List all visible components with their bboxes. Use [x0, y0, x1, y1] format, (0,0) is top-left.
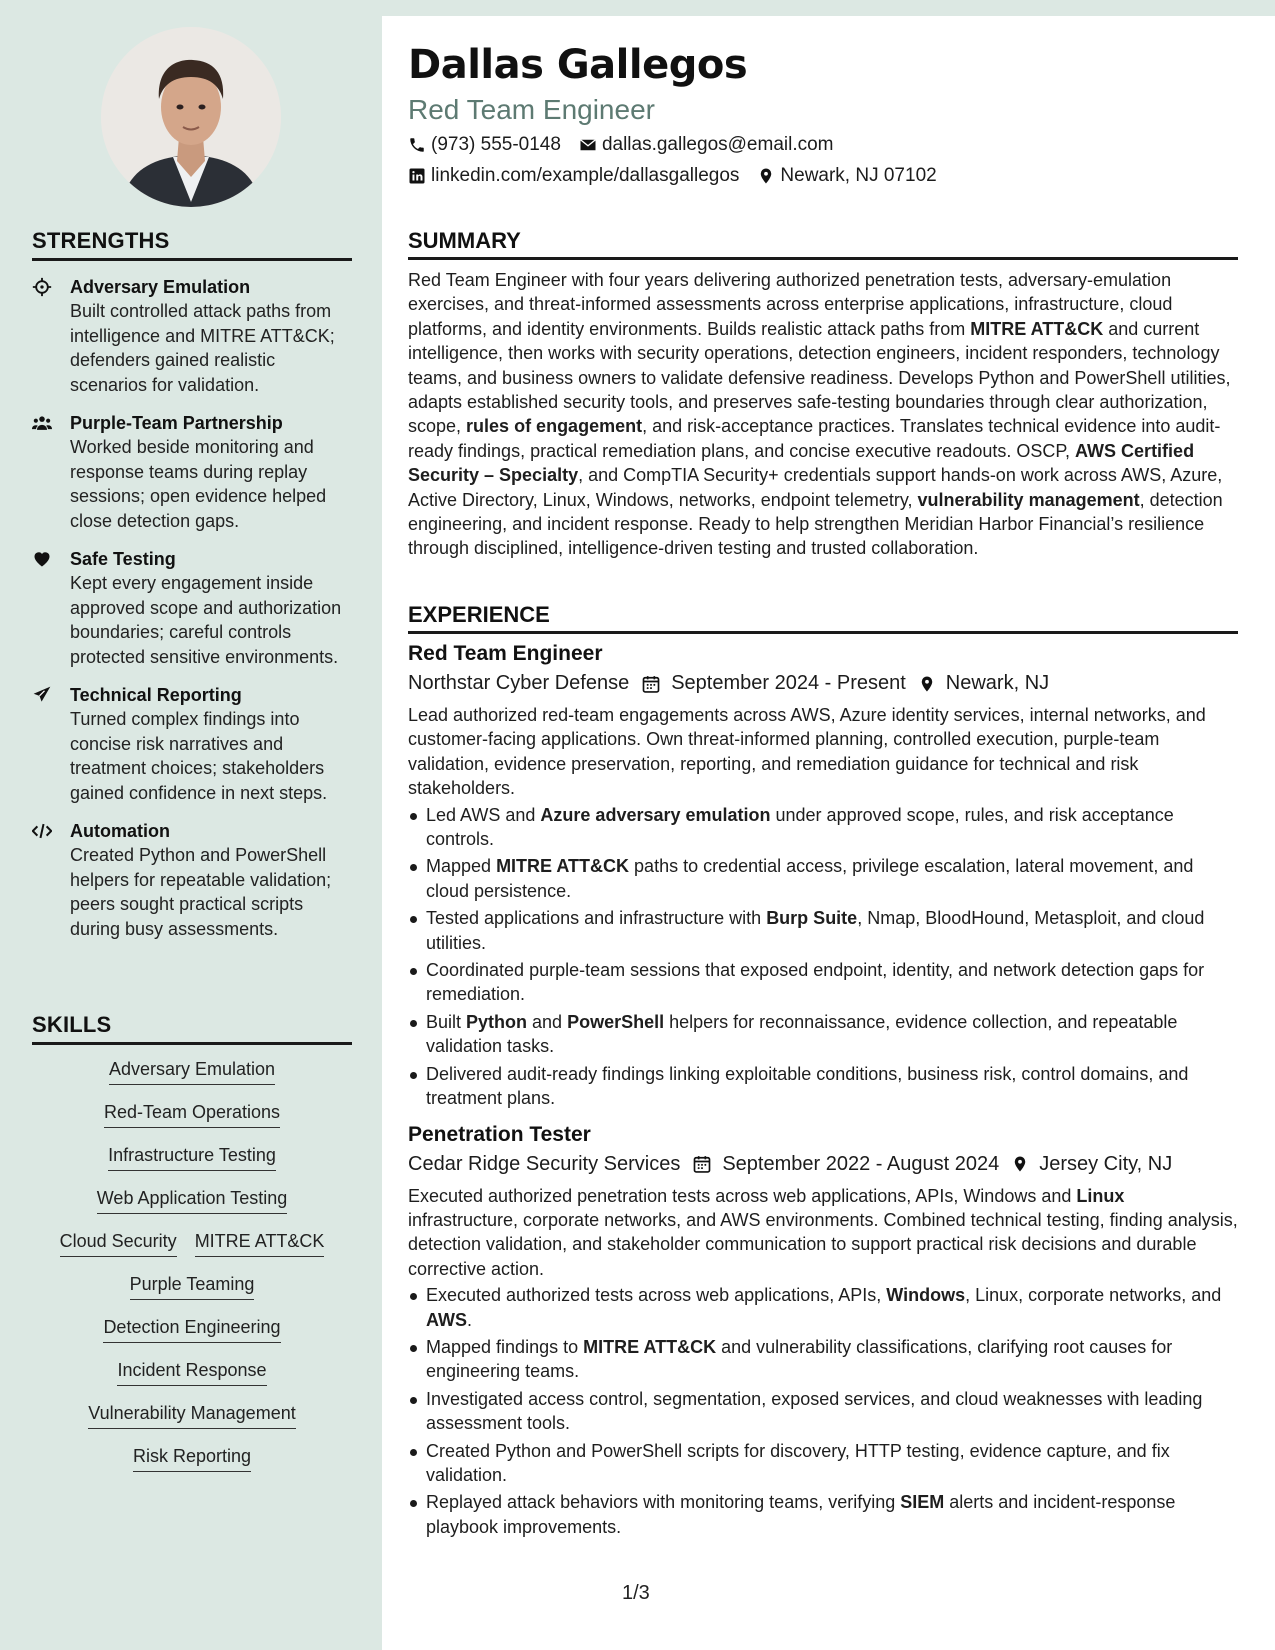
- strength-body: [60, 819, 352, 941]
- skill-row: [32, 1143, 352, 1171]
- skill-row: [32, 1229, 352, 1257]
- profile-photo: [101, 27, 281, 207]
- text-run: Executed authorized tests across web applications, APIs,: [426, 1285, 887, 1306]
- strengths-list: [32, 275, 352, 941]
- job-entry: [408, 642, 1238, 1111]
- text-run: Built: [426, 1011, 467, 1032]
- text-run: helpers for reconnaissance, evidence collection, and repeatable validation tasks.: [426, 1011, 1178, 1057]
- bold-text: Python: [466, 1011, 528, 1032]
- experience-heading: EXPERIENCE: [408, 602, 1238, 634]
- skill-tag: Vulnerability Management: [88, 1401, 295, 1429]
- profile-photo-image: [101, 27, 281, 207]
- job-location: Newark, NJ: [945, 672, 1050, 694]
- text-run: Lead authorized red-team engagements across AWS, Azure identity services, internal networks, and customer-facing applications. Own threat-informed planning, controlled execution, purple-team validation, evidence preservation, reporting, and remediation guidance for technical and risk stakeholders.: [408, 705, 1206, 799]
- bold-text: vulnerability management: [917, 489, 1140, 510]
- summary-heading: SUMMARY: [408, 228, 1238, 260]
- job-description: [408, 1184, 1238, 1282]
- text-run: Mapped: [426, 856, 497, 877]
- skill-row: [32, 1444, 352, 1472]
- text-run: Tested applications and infrastructure with: [426, 908, 767, 929]
- text-run: Executed authorized penetration tests across web applications, APIs, Windows and: [408, 1185, 1077, 1206]
- map-pin-icon: [918, 674, 936, 694]
- experience-section: [408, 602, 1238, 1542]
- job-bullets: [408, 803, 1238, 1111]
- bold-text: PowerShell: [567, 1011, 665, 1032]
- heart-icon: [32, 547, 60, 569]
- envelope-icon: [579, 136, 597, 154]
- bullet-item: [408, 854, 1238, 903]
- text-run: , Linux, corporate networks, and: [965, 1285, 1222, 1306]
- skill-tag: Cloud Security: [60, 1229, 177, 1257]
- contact-line-1: [408, 134, 834, 156]
- linkedin-icon: [408, 167, 426, 185]
- job-location: Jersey City, NJ: [1039, 1152, 1173, 1175]
- text-run: Red Team Engineer with four years delivering authorized penetration tests, adversary-emulation exercises, and threat-informed assessments across enterprise applications, infrastructure, cloud platforms, and identity environments. Builds realistic attack paths from: [408, 270, 1173, 339]
- job-title: Penetration Tester: [408, 1122, 591, 1146]
- text-run: Coordinated purple-team sessions that exposed endpoint, identity, and network detection gaps for remediation.: [426, 960, 1205, 1005]
- text-run: and current intelligence, then works with security operations, detection engineers, incident responders, technology teams, and business owners to validate defensive readiness. Develops Python and PowerShell utilities, adapts established security tools, and preserves safe-testing boundaries through clear authorization, scope,: [408, 318, 1231, 437]
- job-list: [408, 642, 1238, 1539]
- candidate-role: Red Team Engineer: [408, 94, 655, 125]
- bullet-item: [408, 1062, 1238, 1111]
- email-contact[interactable]: [579, 134, 834, 156]
- skill-tag: Detection Engineering: [103, 1315, 280, 1343]
- text-run: Replayed attack behaviors with monitoring teams, verifying: [426, 1492, 901, 1513]
- bold-text: MITRE ATT&CK: [583, 1336, 717, 1357]
- strength-item: [32, 547, 352, 669]
- map-pin-icon: [757, 167, 775, 185]
- skill-tag: MITRE ATT&CK: [195, 1229, 325, 1257]
- strength-description: Created Python and PowerShell helpers for repeatable validation; peers sought practical scripts during busy assessments.: [70, 845, 332, 939]
- company-name: Northstar Cyber Defense: [408, 672, 630, 694]
- job-dates: September 2024 - Present: [671, 672, 906, 694]
- strength-item: [32, 411, 352, 533]
- text-run: alerts and incident-response playbook improvements.: [426, 1492, 1176, 1537]
- job-title: Red Team Engineer: [408, 642, 603, 665]
- skill-row: [32, 1272, 352, 1300]
- text-run: and: [527, 1011, 568, 1032]
- strength-title: Automation: [70, 821, 170, 841]
- strength-description: Kept every engagement inside approved scope and authorization boundaries; careful controls protected sensitive environments.: [70, 573, 342, 667]
- strength-item: [32, 683, 352, 805]
- bullet-item: [408, 1335, 1238, 1384]
- linkedin-contact[interactable]: [408, 165, 739, 187]
- bold-text: MITRE ATT&CK: [496, 856, 630, 877]
- bold-text: Windows: [886, 1285, 966, 1306]
- text-run: Led AWS and: [426, 804, 541, 825]
- paper-plane-icon: [32, 683, 60, 705]
- skills-list: [32, 1057, 352, 1472]
- bullet-item: [408, 958, 1238, 1007]
- text-run: under approved scope, rules, and risk acceptance controls.: [426, 804, 1174, 850]
- bullet-item: [408, 1387, 1238, 1436]
- bold-text: Burp Suite: [766, 908, 858, 929]
- bullet-item: [408, 1439, 1238, 1488]
- skill-row: [32, 1100, 352, 1128]
- skills-section: [32, 1012, 352, 1487]
- calendar-icon: [692, 1154, 712, 1174]
- bold-text: MITRE ATT&CK: [970, 318, 1104, 339]
- job-dates: September 2022 - August 2024: [722, 1152, 1000, 1175]
- bold-text: SIEM: [900, 1492, 945, 1513]
- main-content: [382, 16, 1275, 1650]
- strength-item: [32, 819, 352, 941]
- strength-title: Adversary Emulation: [70, 277, 251, 297]
- strength-body: [60, 683, 352, 805]
- text-run: , detection engineering, and incident response. Ready to help strengthen Meridian Harbor Financial’s resilience through disciplined, intelligence-driven testing and trusted collaboration.: [408, 489, 1223, 559]
- email-address[interactable]: dallas.gallegos@email.com: [601, 134, 834, 155]
- location-text: Newark, NJ 07102: [780, 165, 937, 186]
- text-run: Investigated access control, segmentation, exposed services, and cloud weaknesses with leading assessment tools.: [426, 1388, 1203, 1434]
- skill-row: [32, 1358, 352, 1386]
- bullet-item: [408, 803, 1238, 852]
- skill-tag: Infrastructure Testing: [108, 1143, 276, 1171]
- skill-row: [32, 1186, 352, 1214]
- job-description: [408, 703, 1238, 801]
- users-icon: [32, 411, 60, 433]
- linkedin-url[interactable]: linkedin.com/example/dallasgallegos: [431, 165, 740, 186]
- strength-body: [60, 547, 352, 669]
- crosshair-icon: [32, 275, 60, 297]
- skill-tag: Purple Teaming: [130, 1272, 255, 1300]
- phone-number: (973) 555-0148: [431, 134, 561, 155]
- text-run: Delivered audit-ready findings linking exploitable conditions, business risk, control domains, and treatment plans.: [426, 1063, 1189, 1109]
- job-bullets: [408, 1283, 1238, 1539]
- calendar-icon: [641, 674, 661, 694]
- strength-body: [60, 275, 352, 397]
- bold-text: Linux: [1076, 1185, 1125, 1206]
- text-run: , and CompTIA Security+ credentials support hands-on work across AWS, Azure, Active Directory, Linux, Windows, networks, endpoint telemetry,: [408, 465, 1223, 510]
- job-meta: [408, 672, 1238, 695]
- code-icon: [32, 819, 60, 841]
- page-number: 1/3: [622, 1582, 650, 1604]
- contact-line-2: [408, 165, 937, 187]
- text-run: .: [467, 1309, 473, 1330]
- summary-section: [408, 228, 1238, 561]
- map-pin-icon: [1011, 1154, 1029, 1174]
- sidebar: [0, 0, 382, 1650]
- text-run: Mapped findings to: [426, 1336, 584, 1357]
- text-run: , Nmap, BloodHound, Metasploit, and cloud utilities.: [426, 908, 1205, 953]
- strength-title: Safe Testing: [70, 549, 176, 569]
- skill-tag: Incident Response: [117, 1358, 266, 1386]
- bullet-item: [408, 1490, 1238, 1539]
- strength-title: Technical Reporting: [70, 685, 242, 705]
- text-run: infrastructure, corporate networks, and AWS environments. Combined technical testing, finding analysis, detection validation, and stakeholder communication to support practical risk decisions and durable corrective action.: [408, 1209, 1238, 1279]
- strength-body: [60, 411, 352, 533]
- job-entry: [408, 1123, 1238, 1540]
- text-run: Created Python and PowerShell scripts for discovery, HTTP testing, evidence capture, and fix validation.: [426, 1440, 1170, 1485]
- phone-icon: [408, 136, 426, 154]
- skill-tag: Red-Team Operations: [104, 1100, 280, 1128]
- skill-tag: Risk Reporting: [133, 1444, 251, 1472]
- skill-row: [32, 1057, 352, 1085]
- text-run: , and risk-acceptance practices. Translates technical evidence into audit-ready findings, practical remediation plans, and concise executive readouts. OSCP,: [408, 416, 1221, 461]
- strength-description: Turned complex findings into concise risk narratives and treatment choices; stakeholders gained confidence in next steps.: [70, 709, 328, 803]
- bold-text: AWS: [426, 1309, 468, 1330]
- skill-tag: Web Application Testing: [97, 1186, 287, 1214]
- bold-text: Azure adversary emulation: [540, 804, 771, 825]
- skill-tag: Adversary Emulation: [109, 1057, 275, 1085]
- bold-text: rules of engagement: [466, 416, 643, 437]
- skill-row: [32, 1315, 352, 1343]
- text-run: and vulnerability classifications, clarifying root causes for engineering teams.: [426, 1336, 1173, 1382]
- strength-description: Built controlled attack paths from intelligence and MITRE ATT&CK; defenders gained realistic scenarios for validation.: [70, 301, 335, 395]
- strength-title: Purple-Team Partnership: [70, 413, 283, 433]
- strengths-section: [32, 228, 352, 941]
- strength-description: Worked beside monitoring and response teams during replay sessions; open evidence helped close detection gaps.: [70, 437, 327, 531]
- phone-contact: [408, 134, 561, 156]
- bullet-item: [408, 1283, 1238, 1332]
- candidate-name: Dallas Gallegos: [408, 42, 748, 88]
- text-run: paths to credential access, privilege escalation, lateral movement, and cloud persistence.: [426, 856, 1194, 901]
- skill-row: [32, 1401, 352, 1429]
- bold-text: AWS Certified Security – Specialty: [408, 440, 1195, 486]
- bullet-item: [408, 906, 1238, 955]
- strength-item: [32, 275, 352, 397]
- company-name: Cedar Ridge Security Services: [408, 1152, 681, 1175]
- job-meta: [408, 1153, 1238, 1176]
- summary-text: [408, 268, 1238, 561]
- strengths-heading: STRENGTHS: [32, 228, 352, 261]
- bullet-item: [408, 1010, 1238, 1059]
- location-contact: [757, 165, 936, 187]
- skills-heading: SKILLS: [32, 1012, 352, 1045]
